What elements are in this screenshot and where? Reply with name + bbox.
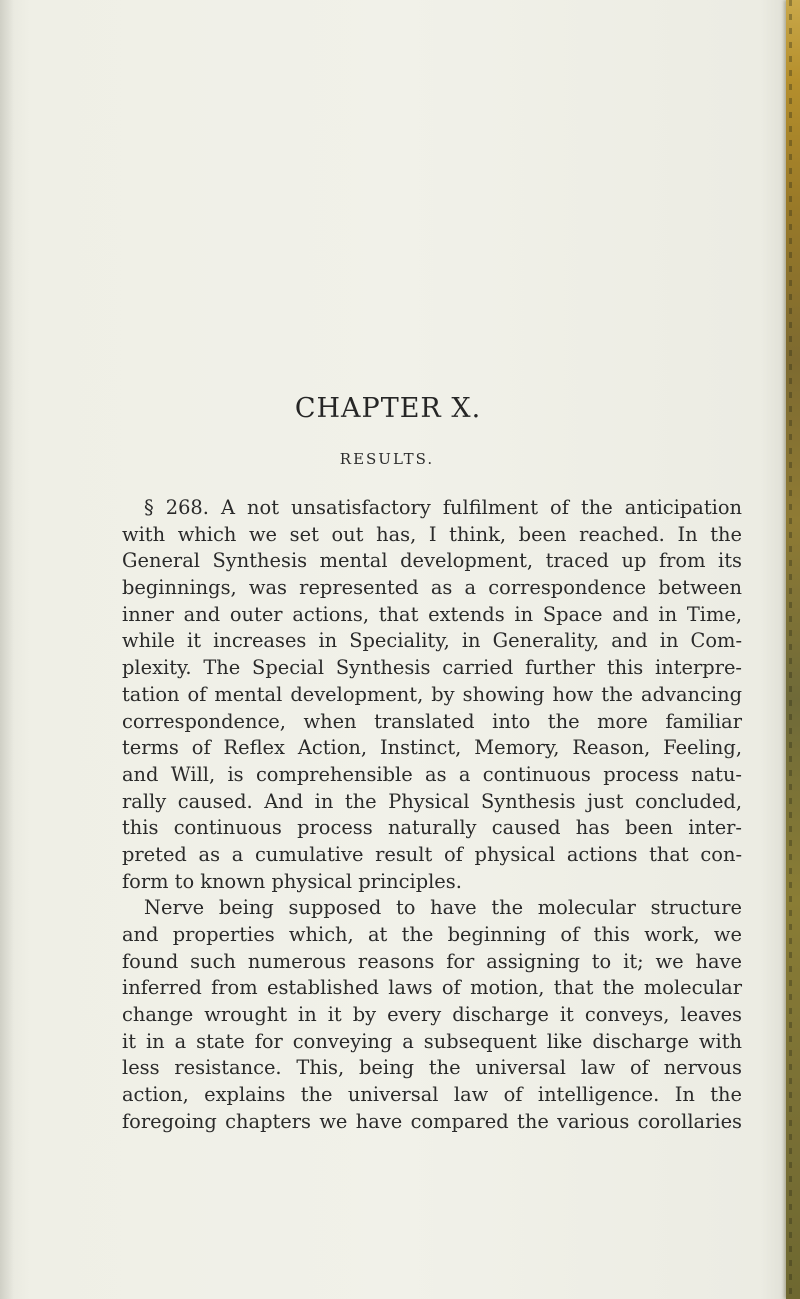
text-line: correspondence, when translated into the more familiar [122, 709, 742, 733]
text-line: with which we set out has, I think, been reached. In the [122, 522, 742, 546]
text-line: preted as a cumulative result of physical actions that con- [122, 842, 742, 866]
text-line: action, explains the universal law of intelligence. In the [122, 1083, 742, 1107]
page-gutter-shadow [0, 0, 14, 1299]
text-line: General Synthesis mental development, traced up from its [122, 549, 742, 573]
text-line: and properties which, at the beginning of this work, we [122, 923, 742, 946]
text-line: inner and outer actions, that extends in Space and in Time, [122, 602, 742, 626]
text-line: found such numerous reasons for assigning to it; we have [122, 949, 742, 973]
chapter-heading: CHAPTER X. [294, 393, 482, 424]
text-line: terms of Reflex Action, Instinct, Memory, Reason, Feeling, [122, 736, 742, 760]
text-line: § 268. A not unsatisfactory fulfilment of the anticipation [144, 496, 742, 519]
text-line: change wrought in it by every discharge it conveys, leaves [122, 1003, 742, 1027]
text-line: less resistance. This, being the universal law of nervous [122, 1056, 742, 1080]
text-line: while it increases in Speciality, in Generality, and in Com- [122, 629, 742, 653]
text-line: beginnings, was represented as a correspondence between [122, 576, 742, 600]
text-line: inferred from established laws of motion, that the molecular [122, 976, 742, 1000]
text-line: rally caused. And in the Physical Synthesis just concluded, [122, 789, 742, 813]
text-line: it in a state for conveying a subsequent like discharge with [122, 1029, 742, 1053]
book-edge [786, 0, 800, 1299]
text-line: and Will, is comprehensible as a continuous process natu- [122, 762, 742, 786]
text-line: foregoing chapters we have compared the various corollaries [122, 1109, 742, 1133]
section-title: RESULTS. [339, 450, 435, 468]
text-line: form to known physical principles. [122, 869, 462, 893]
text-line: plexity. The Special Synthesis carried further this interpre- [122, 656, 742, 680]
text-line: tation of mental development, by showing how the advancing [122, 682, 742, 706]
text-line: Nerve being supposed to have the molecular structure [144, 896, 742, 920]
text-line: this continuous process naturally caused has been inter- [122, 816, 742, 840]
body-text [122, 495, 742, 1136]
